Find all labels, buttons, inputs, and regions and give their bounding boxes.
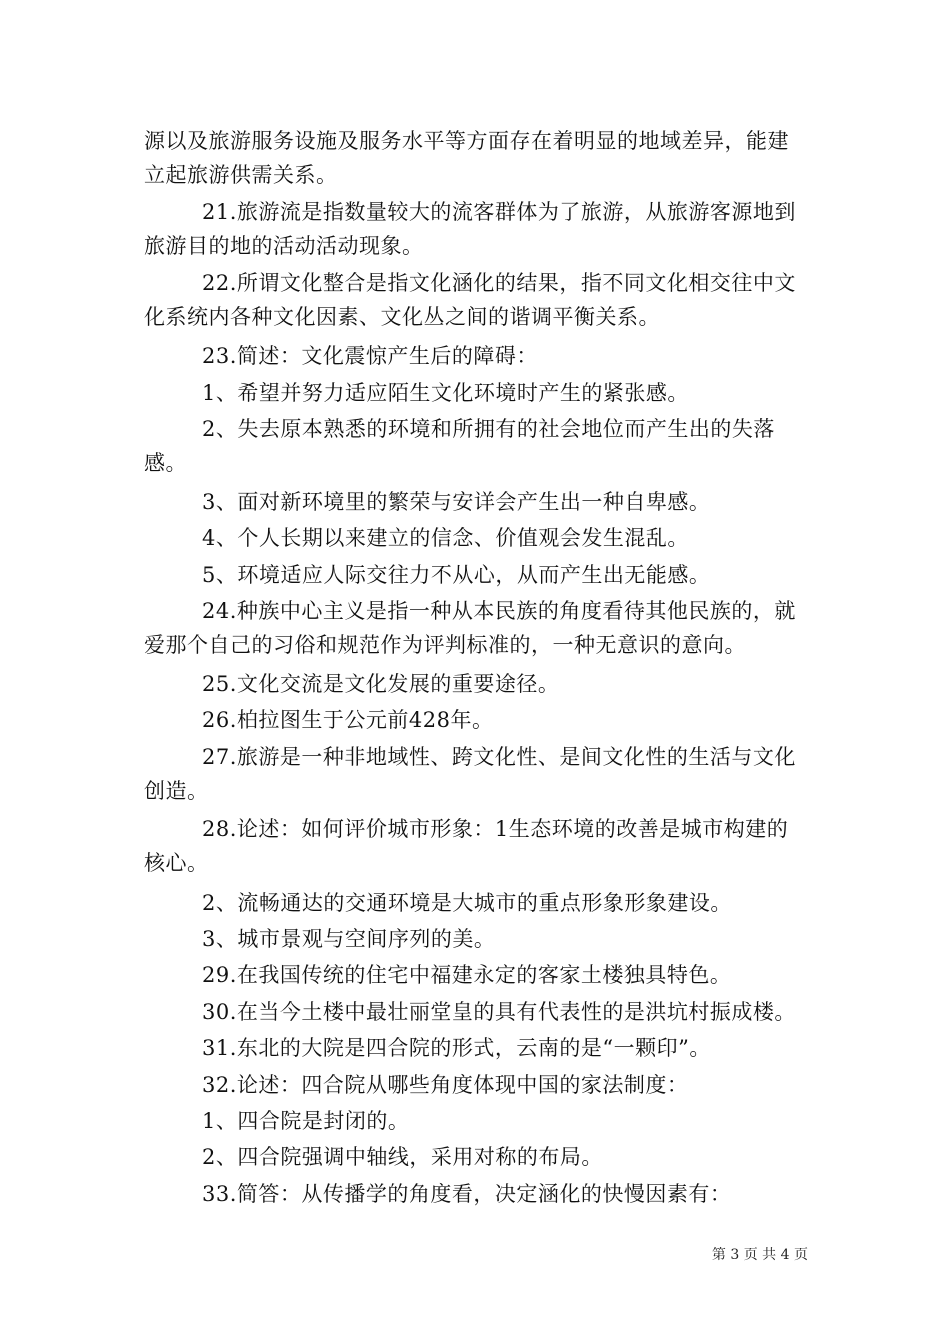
paragraph-22: 22.所谓文化整合是指文化涵化的结果，指不同文化相交往中文化系统内各种文化因素、文化丛之间的谐调平衡关系。 [144, 271, 796, 329]
page-number: 第 3 页 共 4 页 [711, 1247, 808, 1263]
paragraph-33: 33.简答：从传播学的角度看，决定涵化的快慢因素有： [202, 1182, 732, 1206]
paragraph-27: 27.旅游是一种非地域性、跨文化性、是间文化性的生活与文化创造。 [144, 745, 796, 803]
paragraph-29: 29.在我国传统的住宅中福建永定的客家土楼独具特色。 [202, 963, 732, 987]
list-item-23-5: 5、环境适应人际交往力不从心，从而产生出无能感。 [202, 563, 711, 587]
paragraph-25: 25.文化交流是文化发展的重要途径。 [202, 672, 560, 696]
list-item-32-1: 1、四合院是封闭的。 [202, 1109, 410, 1133]
paragraph-26: 26.柏拉图生于公元前428年。 [202, 708, 494, 732]
list-item-28-2: 2、流畅通达的交通环境是大城市的重点形象形象建设。 [202, 891, 732, 915]
list-item-23-4: 4、个人长期以来建立的信念、价值观会发生混乱。 [202, 526, 689, 550]
paragraph-32: 32.论述：四合院从哪些角度体现中国的家法制度： [202, 1073, 689, 1097]
paragraph-31: 31.东北的大院是四合院的形式，云南的是“一颗印”。 [202, 1036, 711, 1060]
list-item-28-3: 3、城市景观与空间序列的美。 [202, 927, 496, 951]
list-item-32-2: 2、四合院强调中轴线，采用对称的布局。 [202, 1145, 603, 1169]
paragraph-24: 24.种族中心主义是指一种从本民族的角度看待其他民族的，就爱那个自己的习俗和规范作为评判标准的，一种无意识的意向。 [144, 599, 796, 657]
paragraph-30: 30.在当今土楼中最壮丽堂皇的具有代表性的是洪坑村振成楼。 [202, 1000, 796, 1024]
list-item-23-1: 1、希望并努力适应陌生文化环境时产生的紧张感。 [202, 381, 689, 405]
list-item-23-2: 2、失去原本熟悉的环境和所拥有的社会地位而产生出的失落感。 [144, 417, 775, 475]
paragraph-21: 21.旅游流是指数量较大的流客群体为了旅游，从旅游客源地到旅游目的地的活动活动现象。 [144, 200, 796, 258]
paragraph-23: 23.简述：文化震惊产生后的障碍： [202, 344, 538, 368]
paragraph-continuation: 源以及旅游服务设施及服务水平等方面存在着明显的地域差异，能建立起旅游供需关系。 [144, 129, 789, 187]
list-item-23-3: 3、面对新环境里的繁荣与安详会产生出一种自卑感。 [202, 490, 711, 514]
paragraph-28: 28.论述：如何评价城市形象：1生态环境的改善是城市构建的核心。 [144, 817, 789, 875]
